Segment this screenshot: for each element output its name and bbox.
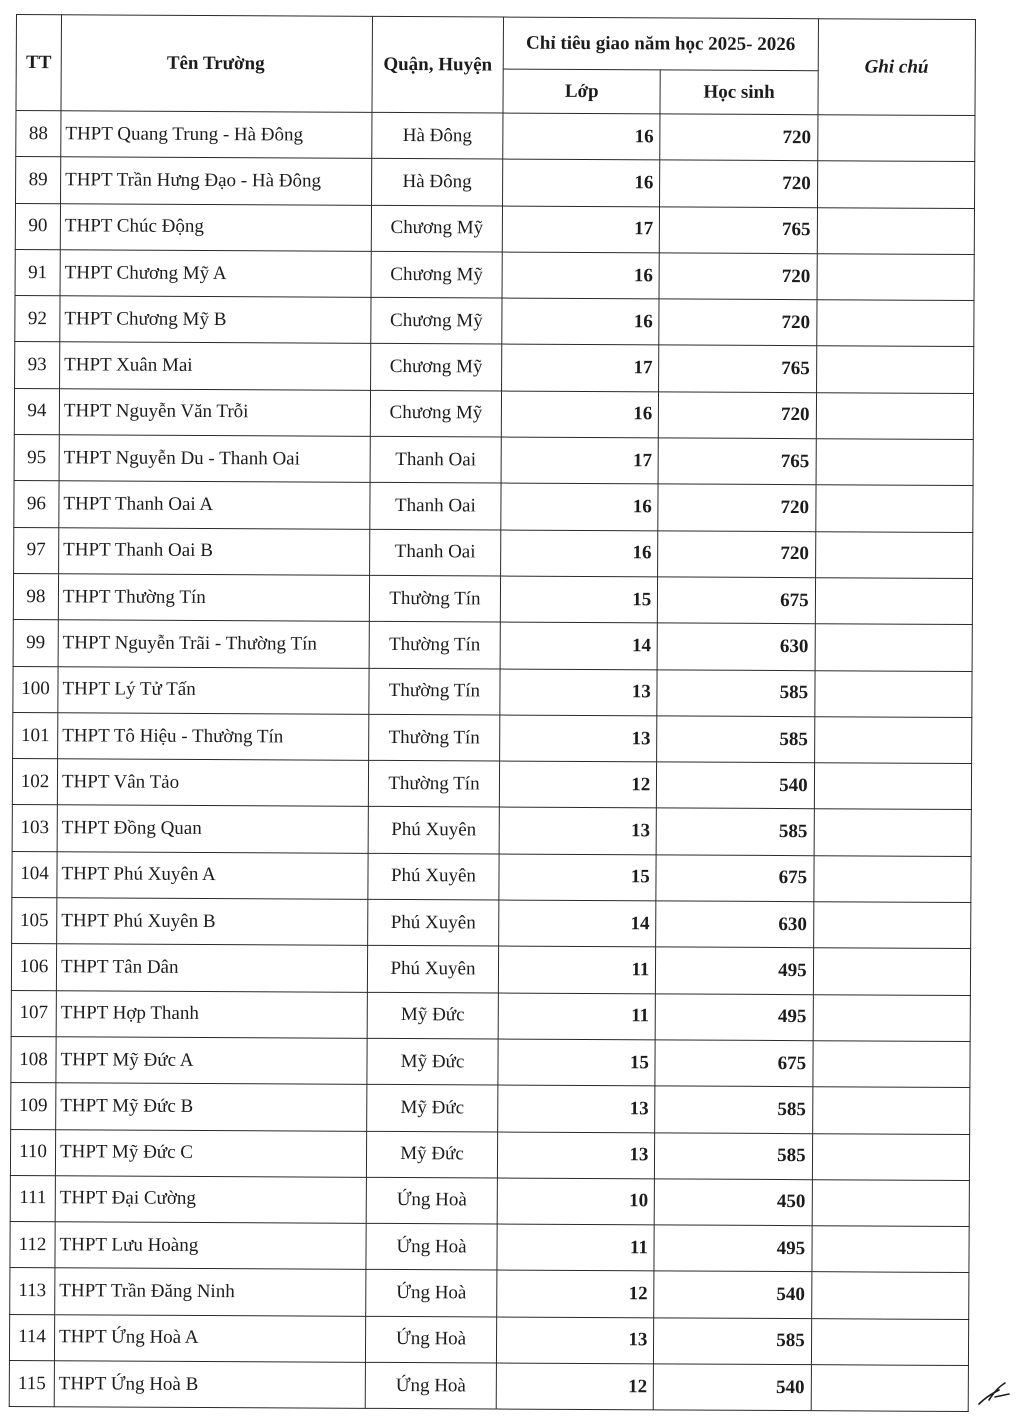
- row-tt: 115: [9, 1360, 54, 1407]
- row-district: Ứng Hoà: [365, 1362, 496, 1409]
- row-note: [816, 439, 974, 486]
- row-note: [817, 115, 975, 162]
- row-district: Hà Đông: [372, 112, 503, 159]
- table-row: [11, 1036, 970, 1087]
- row-school-name: THPT Trần Đăng Ninh: [55, 1268, 366, 1316]
- row-tt: 109: [11, 1083, 56, 1130]
- row-students: 720: [660, 114, 818, 161]
- row-students: 765: [659, 345, 817, 392]
- row-tt: 88: [16, 111, 61, 158]
- row-tt: 108: [11, 1036, 56, 1083]
- table-row: [15, 203, 974, 254]
- table-row: [11, 944, 970, 995]
- row-classes: 14: [500, 622, 658, 669]
- row-note: [811, 1318, 969, 1365]
- row-classes: 11: [497, 1224, 655, 1271]
- row-district: Phú Xuyên: [367, 946, 498, 993]
- row-students: 720: [659, 299, 817, 346]
- row-students: 495: [656, 947, 814, 994]
- quota-table-page: [9, 14, 976, 1412]
- signature-mark: [975, 1380, 1013, 1408]
- row-district: Thường Tín: [369, 622, 500, 669]
- row-district: Phú Xuyên: [368, 853, 499, 900]
- row-school-name: THPT Chúc Động: [60, 203, 371, 251]
- row-note: [814, 763, 972, 810]
- row-school-name: THPT Trần Hưng Đạo - Hà Đông: [61, 157, 372, 205]
- row-district: Mỹ Đức: [367, 1085, 498, 1132]
- row-school-name: THPT Chương Mỹ B: [60, 296, 371, 344]
- row-classes: 13: [500, 669, 658, 716]
- row-school-name: THPT Thường Tín: [58, 574, 369, 622]
- row-note: [815, 578, 973, 625]
- table-row: [13, 620, 972, 671]
- row-district: Ứng Hoà: [366, 1270, 497, 1317]
- table-row: [10, 1268, 969, 1319]
- row-classes: 10: [497, 1178, 655, 1225]
- row-district: Mỹ Đức: [366, 1131, 497, 1178]
- row-school-name: THPT Lưu Hoàng: [55, 1222, 366, 1270]
- table-row: [14, 388, 973, 439]
- row-classes: 13: [496, 1317, 654, 1364]
- table-row: [15, 296, 974, 347]
- row-classes: 15: [498, 1039, 656, 1086]
- table-row: [12, 805, 971, 856]
- table-row: [12, 851, 971, 902]
- row-tt: 99: [13, 620, 58, 667]
- table-row: [15, 342, 974, 393]
- table-row: [9, 1314, 968, 1365]
- row-tt: 94: [14, 388, 59, 435]
- row-classes: 13: [498, 1085, 656, 1132]
- table-row: [11, 990, 970, 1041]
- row-students: 720: [659, 253, 817, 300]
- header-tt: TT: [16, 15, 62, 111]
- row-note: [814, 855, 972, 902]
- row-students: 720: [658, 531, 816, 578]
- row-classes: 16: [502, 252, 660, 299]
- row-tt: 106: [11, 944, 56, 991]
- row-classes: 17: [502, 206, 660, 253]
- row-school-name: THPT Tô Hiệu - Thường Tín: [58, 713, 369, 761]
- row-tt: 104: [12, 851, 57, 898]
- row-note: [812, 1087, 970, 1134]
- row-tt: 89: [16, 157, 61, 204]
- row-school-name: THPT Đại Cường: [55, 1176, 366, 1224]
- row-school-name: THPT Nguyễn Trãi - Thường Tín: [58, 620, 369, 668]
- row-tt: 93: [15, 342, 60, 389]
- table-row: [12, 759, 971, 810]
- row-students: 675: [656, 855, 814, 902]
- row-school-name: THPT Vân Tảo: [57, 759, 368, 807]
- row-school-name: THPT Ứng Hoà A: [54, 1314, 365, 1362]
- row-note: [817, 254, 975, 301]
- row-students: 720: [660, 160, 818, 207]
- row-note: [814, 670, 972, 717]
- header-students: Học sinh: [660, 70, 818, 115]
- row-tt: 96: [14, 481, 59, 528]
- row-tt: 113: [10, 1268, 55, 1315]
- row-tt: 103: [12, 805, 57, 852]
- row-note: [814, 717, 972, 764]
- row-district: Ứng Hoà: [366, 1223, 497, 1270]
- row-district: Phú Xuyên: [368, 899, 499, 946]
- row-school-name: THPT Mỹ Đức C: [55, 1129, 366, 1177]
- row-note: [815, 624, 973, 671]
- row-district: Chương Mỹ: [371, 298, 502, 345]
- row-tt: 112: [10, 1222, 55, 1269]
- row-district: Chương Mỹ: [370, 390, 501, 437]
- table-row: [13, 666, 972, 717]
- row-school-name: THPT Quang Trung - Hà Đông: [61, 111, 372, 159]
- row-classes: 12: [497, 1270, 655, 1317]
- row-school-name: THPT Mỹ Đức B: [56, 1083, 367, 1131]
- row-tt: 102: [12, 759, 57, 806]
- quota-table: [9, 14, 976, 1412]
- row-students: 675: [658, 577, 816, 624]
- row-classes: 17: [502, 345, 660, 392]
- row-district: Chương Mỹ: [371, 344, 502, 391]
- row-classes: 12: [499, 761, 657, 808]
- header-row: [16, 15, 975, 72]
- row-classes: 17: [501, 437, 659, 484]
- header-quota-group: Chỉ tiêu giao năm học 2025- 2026: [503, 17, 818, 71]
- row-classes: 16: [503, 113, 661, 160]
- row-school-name: THPT Đồng Quan: [57, 805, 368, 853]
- row-tt: 97: [14, 527, 59, 574]
- row-district: Thường Tín: [369, 668, 500, 715]
- table-body: [9, 111, 975, 1412]
- row-students: 540: [657, 762, 815, 809]
- table-row: [10, 1175, 969, 1226]
- row-note: [817, 207, 975, 254]
- row-note: [816, 300, 974, 347]
- row-note: [813, 994, 971, 1041]
- row-note: [813, 902, 971, 949]
- row-classes: 15: [499, 854, 657, 901]
- row-classes: 11: [498, 946, 656, 993]
- table-row: [13, 712, 972, 763]
- row-students: 585: [656, 808, 814, 855]
- row-tt: 90: [15, 203, 60, 250]
- row-district: Chương Mỹ: [371, 205, 502, 252]
- row-classes: 13: [499, 807, 657, 854]
- row-tt: 91: [15, 249, 60, 296]
- row-classes: 16: [501, 530, 659, 577]
- row-note: [815, 485, 973, 532]
- row-tt: 92: [15, 296, 60, 343]
- row-note: [816, 346, 974, 393]
- row-district: Thường Tín: [369, 575, 500, 622]
- row-district: Phú Xuyên: [368, 807, 499, 854]
- row-school-name: THPT Tân Dân: [56, 944, 367, 992]
- table-row: [16, 111, 975, 162]
- row-tt: 100: [13, 666, 58, 713]
- row-school-name: THPT Thanh Oai A: [59, 481, 370, 529]
- row-students: 630: [656, 901, 814, 948]
- row-note: [812, 1226, 970, 1273]
- row-classes: 11: [498, 993, 656, 1040]
- row-students: 765: [660, 206, 818, 253]
- row-note: [813, 948, 971, 995]
- row-classes: 16: [501, 391, 659, 438]
- row-classes: 15: [500, 576, 658, 623]
- table-row: [11, 1083, 970, 1134]
- row-district: Hà Đông: [372, 159, 503, 206]
- header-notes: Ghi chú: [818, 19, 976, 116]
- row-students: 675: [655, 1040, 813, 1087]
- row-students: 720: [659, 392, 817, 439]
- row-tt: 98: [13, 573, 58, 620]
- row-district: Thường Tín: [369, 714, 500, 761]
- row-district: Mỹ Đức: [367, 1038, 498, 1085]
- table-row: [14, 527, 973, 578]
- header-school: Tên Trường: [61, 15, 372, 113]
- row-note: [817, 161, 975, 208]
- row-classes: 14: [499, 900, 657, 947]
- row-classes: 13: [500, 715, 658, 762]
- row-note: [812, 1133, 970, 1180]
- row-note: [816, 392, 974, 439]
- row-district: Ứng Hoà: [365, 1316, 496, 1363]
- row-note: [812, 1180, 970, 1227]
- row-students: 450: [654, 1179, 812, 1226]
- row-note: [811, 1365, 969, 1412]
- row-district: Thường Tín: [368, 761, 499, 808]
- row-students: 585: [657, 716, 815, 763]
- row-students: 540: [654, 1271, 812, 1318]
- table-row: [15, 249, 974, 300]
- table-row: [12, 898, 971, 949]
- row-school-name: THPT Phú Xuyên B: [57, 898, 368, 946]
- row-tt: 107: [11, 990, 56, 1037]
- row-school-name: THPT Xuân Mai: [60, 342, 371, 390]
- row-note: [811, 1272, 969, 1319]
- table-row: [9, 1360, 968, 1411]
- row-district: Mỹ Đức: [367, 992, 498, 1039]
- table-row: [10, 1129, 969, 1180]
- row-tt: 101: [13, 712, 58, 759]
- row-students: 765: [658, 438, 816, 485]
- row-classes: 16: [503, 159, 661, 206]
- row-tt: 110: [10, 1129, 55, 1176]
- row-students: 585: [655, 1132, 813, 1179]
- row-district: Thanh Oai: [370, 483, 501, 530]
- row-students: 495: [655, 994, 813, 1041]
- row-district: Thanh Oai: [370, 529, 501, 576]
- table-row: [14, 481, 973, 532]
- row-school-name: THPT Hợp Thanh: [56, 990, 367, 1038]
- row-students: 630: [657, 623, 815, 670]
- row-school-name: THPT Ứng Hoà B: [54, 1361, 365, 1409]
- row-district: Thanh Oai: [370, 436, 501, 483]
- table-row: [16, 157, 975, 208]
- row-classes: 16: [501, 483, 659, 530]
- row-note: [813, 1041, 971, 1088]
- table-row: [14, 435, 973, 486]
- row-classes: 12: [496, 1363, 654, 1410]
- table-row: [10, 1222, 969, 1273]
- row-school-name: THPT Thanh Oai B: [59, 527, 370, 575]
- row-tt: 114: [9, 1314, 54, 1361]
- row-tt: 105: [12, 898, 57, 945]
- row-school-name: THPT Mỹ Đức A: [56, 1037, 367, 1085]
- row-tt: 111: [10, 1175, 55, 1222]
- row-school-name: THPT Phú Xuyên A: [57, 851, 368, 899]
- row-students: 585: [654, 1318, 812, 1365]
- header-classes: Lớp: [503, 69, 661, 114]
- row-district: Ứng Hoà: [366, 1177, 497, 1224]
- row-school-name: THPT Lý Tử Tấn: [58, 666, 369, 714]
- table-row: [13, 573, 972, 624]
- row-school-name: THPT Nguyễn Văn Trỗi: [59, 389, 370, 437]
- row-students: 540: [654, 1364, 812, 1411]
- row-district: Chương Mỹ: [371, 251, 502, 298]
- row-school-name: THPT Chương Mỹ A: [60, 250, 371, 298]
- row-school-name: THPT Nguyễn Du - Thanh Oai: [59, 435, 370, 483]
- row-note: [814, 809, 972, 856]
- row-classes: 16: [502, 298, 660, 345]
- header-district: Quận, Huyện: [372, 16, 504, 113]
- row-note: [815, 531, 973, 578]
- row-students: 720: [658, 484, 816, 531]
- row-students: 495: [654, 1225, 812, 1272]
- row-classes: 13: [497, 1132, 655, 1179]
- row-students: 585: [655, 1086, 813, 1133]
- row-students: 585: [657, 669, 815, 716]
- row-tt: 95: [14, 435, 59, 482]
